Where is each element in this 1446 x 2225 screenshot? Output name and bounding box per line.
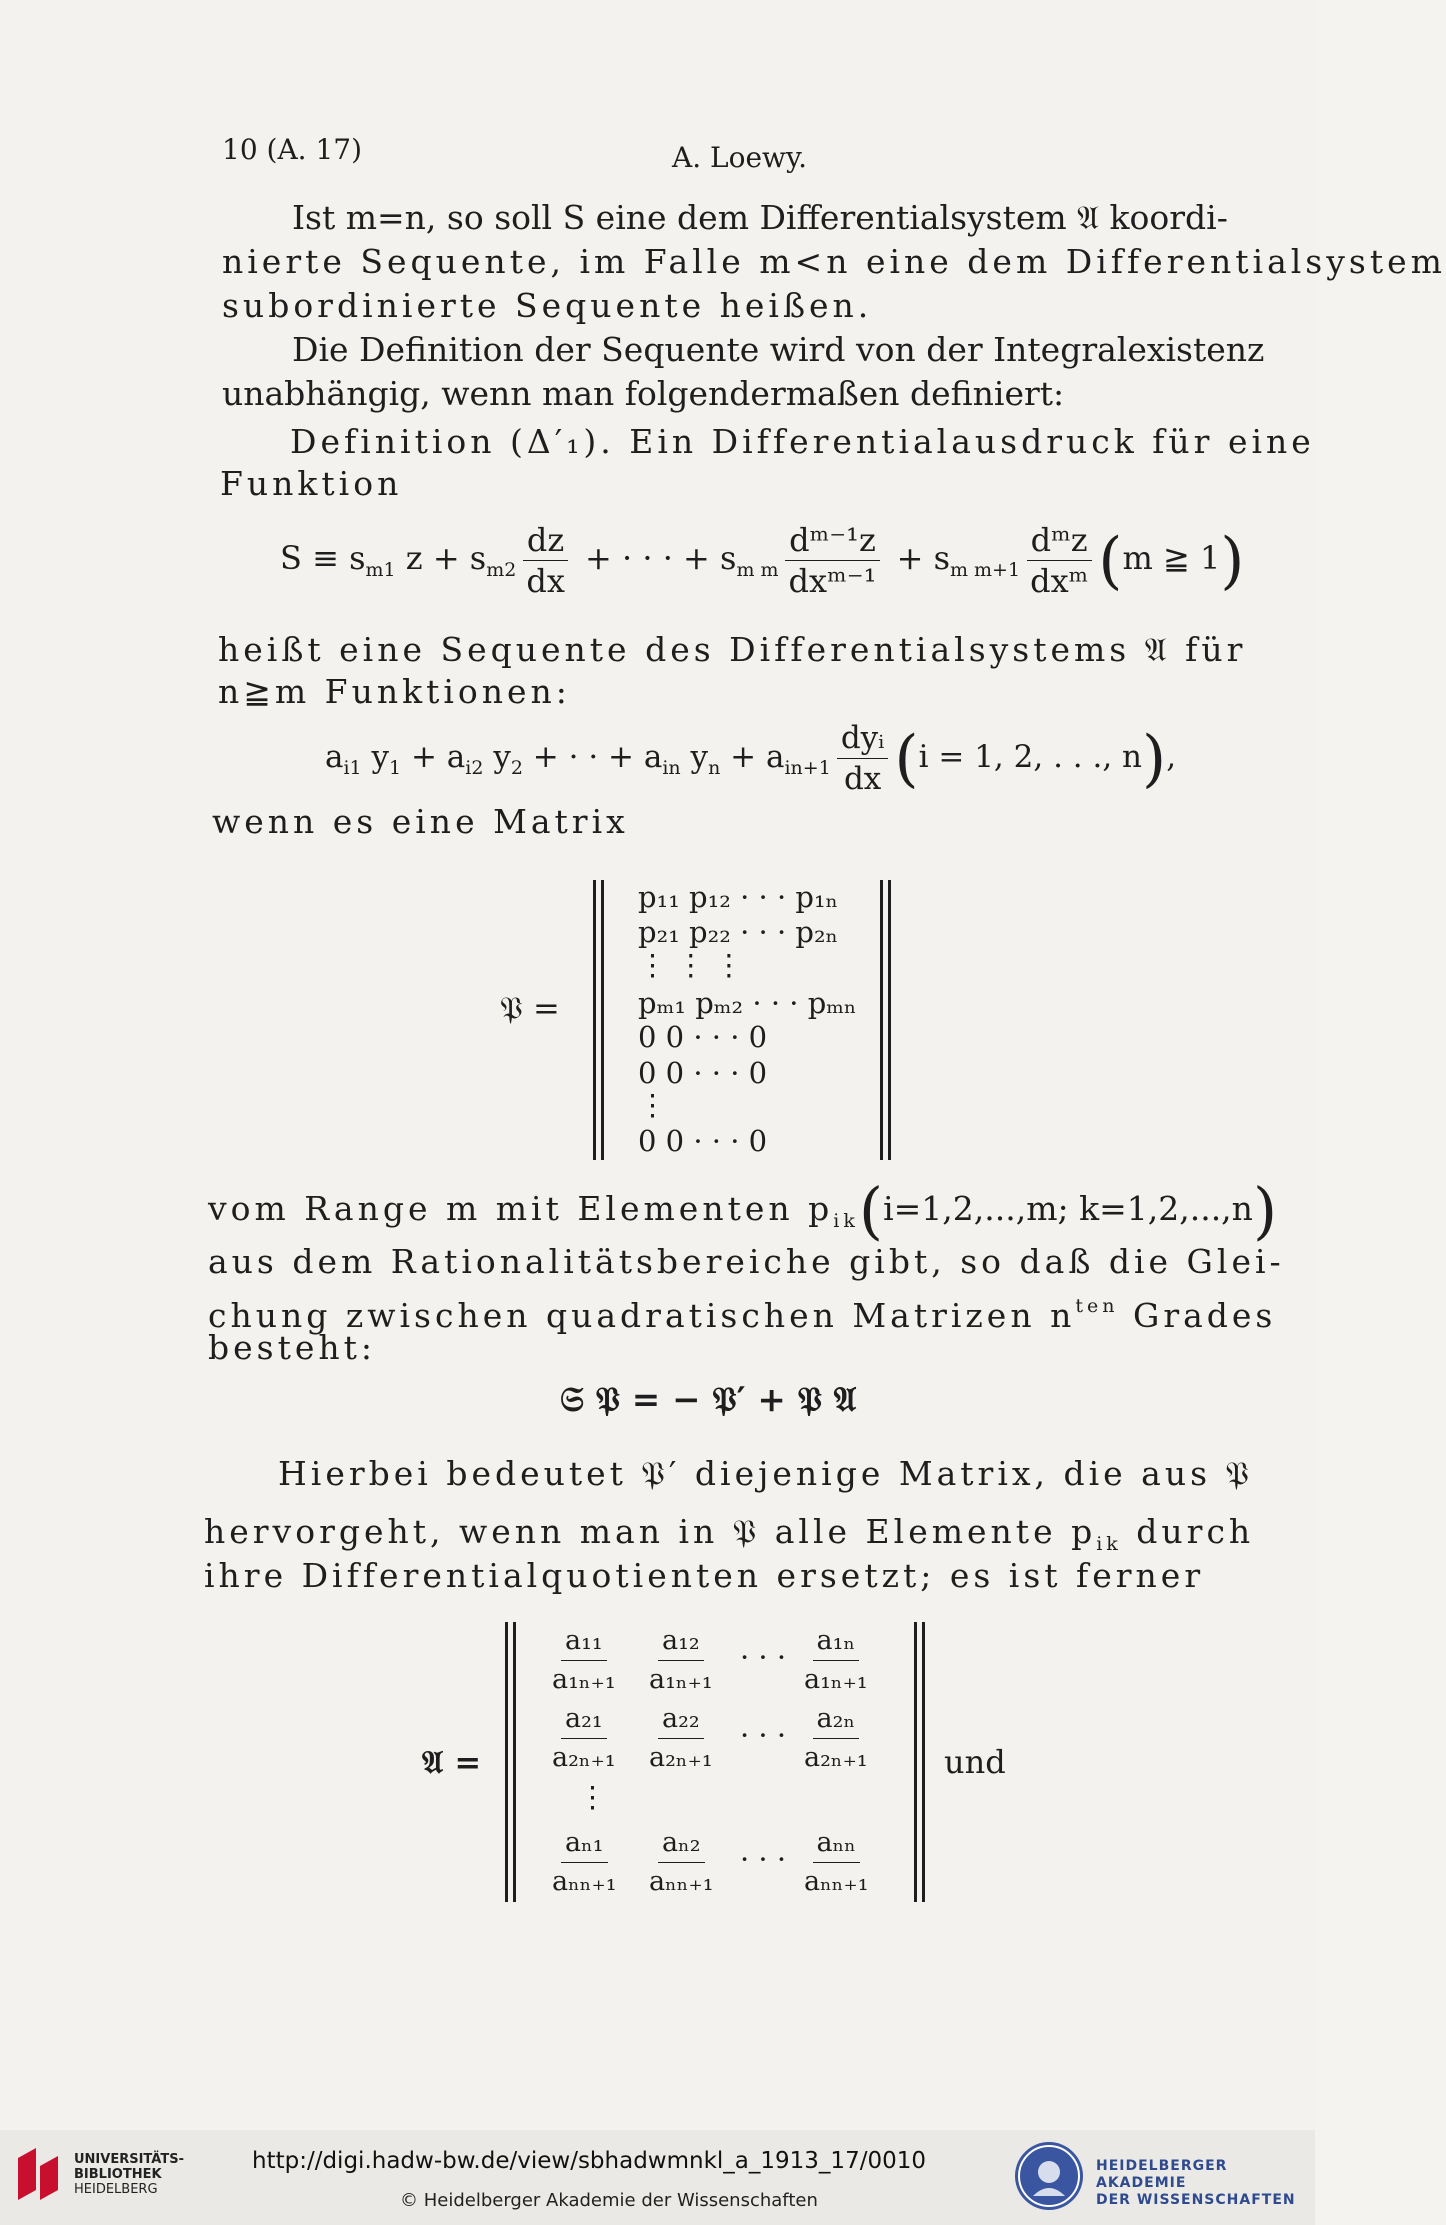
eq2-sub-i1: i1 [343, 757, 362, 779]
matrix-a-entry: aₙ₂ aₙₙ₊₁ [645, 1824, 718, 1901]
p6-l3-end: Grades [1118, 1296, 1277, 1335]
matrix-a-entry: a₂ₙ a₂ₙ₊₁ [800, 1700, 872, 1777]
equation-sequente: $S \equiv s_{m1}$ $z + s_{m2}$ $\frac{dz}{dx}$ + · · · + $s_{m m}$ $\frac{\text{dᵐ⁻¹z}}{\text{dxᵐ⁻¹}}$ + $s_{m m+1}$ $\frac{\text{dᵐz}}{\text{dxᵐ}}$ (m ≧ 1) [280, 521, 1245, 600]
matrix-a-entry: a₁₁ a₁ₙ₊₁ [548, 1622, 620, 1699]
matrix-p-row: ⋮ ⋮ ⋮ [638, 948, 744, 982]
matrix-a-entry: a₂₁ a₂ₙ₊₁ [548, 1700, 620, 1777]
paragraph-4-line-1: heißt eine Sequente des Differentialsystems 𝔄 für [218, 630, 1247, 669]
matrix-p-row: ⋮ [638, 1088, 667, 1122]
matrix-p-row: 0 0 · · · 0 [638, 1124, 768, 1158]
eq1-f1-num: dz [523, 520, 568, 561]
paragraph-2-line-2: unabhängig, wenn man folgendermaßen definiert: [222, 374, 1065, 413]
paragraph-5-line-1: wenn es eine Matrix [212, 802, 629, 841]
eq2-f-num: dyᵢ [837, 718, 889, 759]
paragraph-7-line-1: Hierbei bedeutet 𝔓′ diejenige Matrix, die aus 𝔓 [278, 1454, 1254, 1493]
matrix-a-column-dots: ⋮ [578, 1780, 607, 1814]
matrix-a-symbol: 𝔄 = [422, 1743, 482, 1781]
eq1-lhs: S ≡ s [280, 539, 366, 577]
eq1-fraction-1 [522, 520, 569, 601]
eq2-sub-in: in [662, 757, 681, 779]
paragraph-6-line-2: aus dem Rationalitätsbereiche gibt, so daß die Glei- [208, 1242, 1285, 1281]
eq2-sub-i2: i2 [465, 757, 484, 779]
p7-l2-text: hervorgeht, wenn man in 𝔓 alle Elemente p [204, 1512, 1097, 1551]
academy-name: HEIDELBERGER AKADEMIE DER WISSENSCHAFTEN [1096, 2158, 1296, 2208]
eq1-z-plus: z + s [395, 539, 487, 577]
eq1-dots: + · · · + s [574, 539, 737, 577]
eq2-plus-3: + a [720, 739, 785, 775]
paragraph-1-line-1: Ist m=n, so soll S eine dem Differentialsystem 𝔄 koordi- [292, 198, 1228, 237]
permalink-url[interactable]: http://digi.hadw-bw.de/view/sbhadwmnkl_a_1913_17/0010 [252, 2148, 926, 2174]
matrix-a-entry: a₁₂ a₁ₙ₊₁ [645, 1622, 717, 1699]
eq2-y1: y [361, 739, 390, 775]
matrix-p-row: 0 0 · · · 0 [638, 1020, 768, 1054]
p6-text: vom Range m mit Elementen p [208, 1189, 834, 1228]
paragraph-4-line-2: n≧m Funktionen: [218, 672, 571, 711]
matrix-p-row: 0 0 · · · 0 [638, 1056, 768, 1090]
eq2-sub-y2: 2 [510, 757, 523, 779]
eq1-fraction-3 [1026, 520, 1092, 601]
matrix-a-left-bar-1 [505, 1622, 508, 1902]
paragraph-6-line-4: besteht: [208, 1328, 377, 1367]
copyright-notice: © Heidelberger Akademie der Wissenschaften [400, 2190, 818, 2211]
matrix-a-left-bar-2 [513, 1622, 516, 1902]
eq1-f2-num: dᵐ⁻¹z [785, 520, 880, 561]
equation-matrix-relation: 𝔖 𝔓 = − 𝔓′ + 𝔓 𝔄 [560, 1380, 857, 1420]
eq1-plus-s: + s [886, 539, 950, 577]
matrix-p-row: p₂₁ p₂₂ · · · p₂ₙ [638, 915, 839, 949]
eq2-yn: y [680, 739, 709, 775]
eq2-condition: i = 1, 2, . . ., n [918, 739, 1143, 775]
eq2-sub-yn: n [708, 757, 721, 779]
eq2-f-den: dx [843, 761, 882, 797]
definition-line-2: Funktion [220, 464, 403, 503]
matrix-p-left-bar-2 [601, 880, 604, 1160]
eq1-sub-m1: m1 [365, 559, 396, 581]
eq1-f2-den: dxᵐ⁻¹ [788, 562, 877, 600]
matrix-p-symbol: 𝔓 = [500, 989, 560, 1027]
p6-sup-ten: ten [1075, 1295, 1119, 1317]
matrix-a-entry: aₙ₁ aₙₙ₊₁ [548, 1824, 621, 1901]
p6-sub-ik: ik [833, 1210, 859, 1232]
eq2-y2: y [483, 739, 511, 775]
eq2-sub-y1: 1 [389, 757, 402, 779]
viewer-footer [0, 2130, 1315, 2225]
matrix-a-right-bar-1 [914, 1622, 917, 1902]
matrix-a-trailing-word: und [944, 1743, 1006, 1781]
paragraph-1-line-3: subordinierte Sequente heißen. [222, 286, 873, 325]
eq1-condition: m ≧ 1 [1122, 539, 1221, 577]
matrix-a-right-bar-2 [922, 1622, 925, 1902]
eq1-f3-num: dᵐz [1027, 520, 1092, 561]
university-library-logo-icon [14, 2144, 66, 2204]
matrix-a-entry: a₂₂ a₂ₙ₊₁ [645, 1700, 717, 1777]
running-head-author: A. Loewy. [672, 141, 808, 174]
eq1-f1-den: dx [526, 562, 565, 600]
matrix-p-row: p₁₁ p₁₂ · · · p₁ₙ [638, 880, 839, 914]
eq2-plus-2: + · · + a [522, 739, 663, 775]
university-library-name: UNIVERSITÄTS- BIBLIOTHEK HEIDELBERG [74, 2152, 184, 2197]
eq1-fraction-2 [785, 520, 881, 601]
p7-l2-end: durch [1121, 1512, 1255, 1551]
p6-condition: i=1,2,...,m; k=1,2,...,n [883, 1189, 1253, 1228]
eq2-fraction [837, 718, 889, 799]
matrix-a-entry: aₙₙ aₙₙ₊₁ [800, 1824, 873, 1901]
matrix-a-entry: a₁ₙ a₁ₙ₊₁ [800, 1622, 872, 1699]
matrix-p-left-bar-1 [593, 880, 596, 1160]
eq1-sub-mm1: m m+1 [949, 559, 1021, 581]
paragraph-6-line-1: vom Range m mit Elementen $p_{ik}(i=1,2,...,m$; k=1,2,...,n) [208, 1174, 1278, 1247]
matrix-p-row: pₘ₁ pₘ₂ · · · pₘₙ [638, 986, 857, 1020]
eq2-comma: , [1166, 739, 1177, 775]
eq2-sub-in1: in+1 [784, 757, 831, 779]
paragraph-7-line-3: ihre Differentialquotienten ersetzt; es ist ferner [204, 1556, 1205, 1595]
equation-differential-system: $a_{i1}$ $y_1 + a_{i2}$ $y_2$ + · · + $a_{in}$ $y_n + a_{in+1}$ $\frac{\text{dyᵢ}}{dx}$ (i = 1, 2, . . ., n), [325, 720, 1177, 797]
matrix-p-right-bar-1 [880, 880, 883, 1160]
matrix-a-row-dots: · · · [740, 1718, 787, 1752]
p6-l3-text: chung zwischen quadratischen Matrizen n [208, 1296, 1076, 1335]
paragraph-1-line-2: nierte Sequente, im Falle m<n eine dem Differentialsystem [222, 242, 1446, 281]
matrix-p-right-bar-2 [888, 880, 891, 1160]
academy-seal-icon [1015, 2142, 1083, 2210]
matrix-a-row-dots: · · · [740, 1842, 787, 1876]
page-reference: 10 (A. 17) [222, 133, 363, 166]
matrix-a-row-dots: · · · [740, 1640, 787, 1674]
eq1-f3-den: dxᵐ [1030, 562, 1089, 600]
p7-sub-ik: ik [1096, 1533, 1122, 1555]
eq2-a: a [325, 739, 344, 775]
eq1-sub-m2: m2 [486, 559, 517, 581]
definition-heading: Definition (Δ′₁). Ein Differentialausdruck für eine [290, 422, 1315, 461]
paragraph-2-line-1: Die Definition der Sequente wird von der Integralexistenz [292, 330, 1265, 369]
eq1-sub-mm: m m [736, 559, 779, 581]
eq2-plus-1: + a [401, 739, 466, 775]
